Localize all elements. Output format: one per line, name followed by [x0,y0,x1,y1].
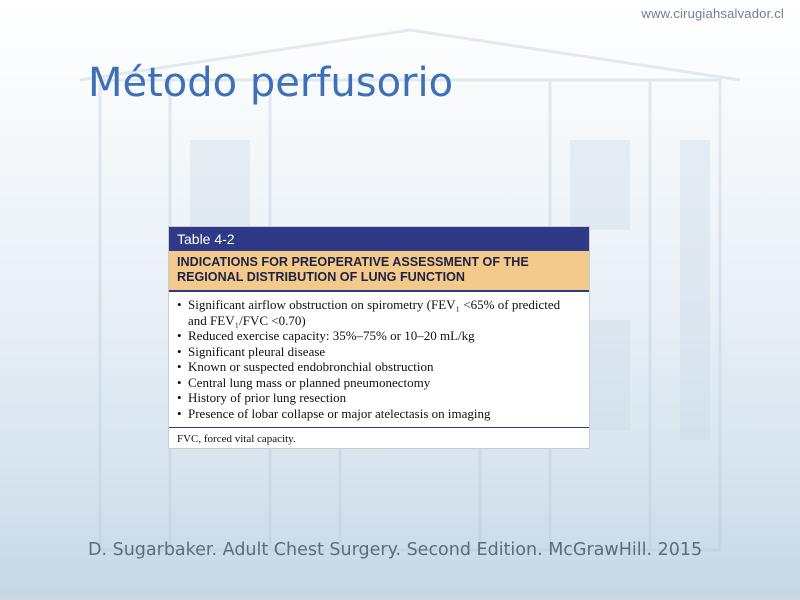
indications-list [177,297,581,421]
bottom-divider [0,595,800,600]
table-number: Table 4-2 [169,227,589,251]
citation: D. Sugarbaker. Adult Chest Surgery. Second Edition. McGrawHill. 2015 [88,540,703,560]
table-caption: INDICATIONS FOR PREOPERATIVE ASSESSMENT OF THE REGIONAL DISTRIBUTION OF LUNG FUNCTION [169,251,589,292]
table-body [169,292,589,428]
list-item: • Reduced exercise capacity: 35%–75% or 10–20 mL/kg [177,328,581,344]
slide-title: Método perfusorio [88,60,454,106]
site-url: www.cirugiahsalvador.cl [641,6,784,21]
list-item: • Known or suspected endobronchial obstruction [177,359,581,375]
list-item: • Presence of lobar collapse or major atelectasis on imaging [177,406,581,422]
reference-table [169,227,589,448]
list-item: • Significant pleural disease [177,344,581,360]
list-item: • Significant airflow obstruction on spirometry (FEV₁ <65% of predicted and FEV₁/FVC <0.70) [177,297,581,328]
table-footnote: FVC, forced vital capacity. [177,433,296,445]
list-item: • History of prior lung resection [177,390,581,406]
list-item: • Central lung mass or planned pneumonectomy [177,375,581,391]
